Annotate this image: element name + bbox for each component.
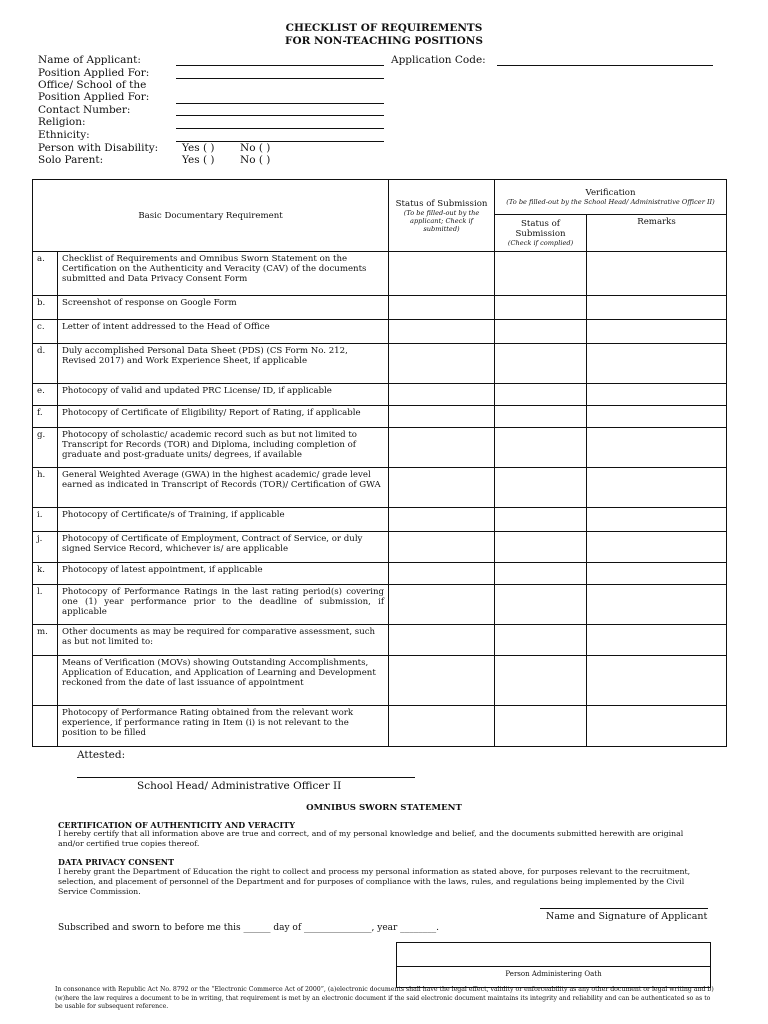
status-cell[interactable]	[389, 384, 495, 406]
row-mark: c.	[33, 320, 58, 344]
office-school-field[interactable]	[176, 103, 384, 104]
remarks-cell[interactable]	[587, 468, 727, 508]
table-row	[33, 532, 727, 563]
col-header-verification	[495, 180, 727, 215]
ver-status-cell[interactable]	[495, 428, 587, 468]
remarks-cell[interactable]	[587, 585, 727, 625]
status-cell[interactable]	[389, 656, 495, 706]
remarks-cell[interactable]	[587, 296, 727, 320]
attest-signatory-label: School Head/ Administrative Officer II	[137, 780, 342, 792]
remarks-cell[interactable]	[587, 384, 727, 406]
status-cell[interactable]	[389, 508, 495, 532]
table-row	[33, 706, 727, 747]
ver-status-cell[interactable]	[495, 296, 587, 320]
table-row	[33, 252, 727, 296]
applicant-signature-line[interactable]	[540, 908, 708, 909]
table-row	[33, 656, 727, 706]
oath-label: Person Administering Oath	[505, 970, 602, 978]
status-cell[interactable]	[389, 585, 495, 625]
sworn-statement-text: Subscribed and sworn to before me this ______ day of _______________, year ________.	[58, 923, 440, 933]
omnibus-title: OMNIBUS SWORN STATEMENT	[306, 803, 462, 813]
remarks-cell[interactable]	[587, 532, 727, 563]
col-header-status	[389, 180, 495, 252]
attest-signature-line[interactable]	[77, 777, 415, 778]
status-cell[interactable]	[389, 428, 495, 468]
col-header-remarks: Remarks	[587, 215, 727, 252]
row-requirement: Means of Verification (MOVs) showing Outstanding Accomplishments, Application of Education, and Application of Learning and Development reckoned from the date of last issuance of appointment	[58, 656, 389, 706]
solo-parent-yes-option[interactable]: Yes ( )	[182, 154, 215, 166]
application-code-field[interactable]	[497, 65, 713, 66]
ver-status-cell[interactable]	[495, 656, 587, 706]
position-applied-field[interactable]	[176, 78, 384, 79]
ver-status-cell[interactable]	[495, 563, 587, 585]
col-header-verification-note: (To be filled-out by the School Head/ Administrative Officer II)	[506, 198, 715, 206]
remarks-cell[interactable]	[587, 625, 727, 656]
applicant-signature-label: Name and Signature of Applicant	[546, 911, 708, 922]
row-requirement: Photocopy of Certificate of Eligibility/ Report of Rating, if applicable	[58, 406, 389, 428]
status-cell[interactable]	[389, 320, 495, 344]
ver-status-cell[interactable]	[495, 625, 587, 656]
row-requirement: General Weighted Average (GWA) in the highest academic/ grade level earned as indicated in Transcript of Records (TOR)/ Certification of GWA	[58, 468, 389, 508]
row-requirement: Photocopy of Certificate of Employment, Contract of Service, or duly signed Service Record, whichever is/ are applicable	[58, 532, 389, 563]
remarks-cell[interactable]	[587, 706, 727, 747]
name-of-applicant-label: Name of Applicant:	[38, 54, 141, 66]
office-school-label-1: Office/ School of the	[38, 79, 147, 91]
col-header-status-title: Status of Submission	[395, 198, 488, 209]
table-row	[33, 344, 727, 384]
status-cell[interactable]	[389, 296, 495, 320]
form-title-line-1: CHECKLIST OF REQUIREMENTS	[285, 22, 483, 34]
remarks-cell[interactable]	[587, 563, 727, 585]
table-row	[33, 320, 727, 344]
position-applied-label: Position Applied For:	[38, 67, 150, 79]
ver-status-cell[interactable]	[495, 406, 587, 428]
privacy-text: I hereby grant the Department of Education the right to collect and process my personal information as stated above, for purposes relevant to the recruitment, selection, and placement of personnel of the Department and for purposes of compliance with the laws, rules, and regulations being implemented by the Civil Service Commission.	[58, 867, 691, 896]
religion-label: Religion:	[38, 116, 86, 128]
status-cell[interactable]	[389, 706, 495, 747]
row-requirement: Other documents as may be required for comparative assessment, such as but not limited to:	[58, 625, 389, 656]
status-cell[interactable]	[389, 468, 495, 508]
contact-number-field[interactable]	[176, 115, 384, 116]
form-title-line-2: FOR NON-TEACHING POSITIONS	[285, 35, 483, 47]
ethnicity-label: Ethnicity:	[38, 129, 90, 141]
row-requirement: Photocopy of scholastic/ academic record such as but not limited to Transcript for Records (TOR) and Diploma, including completion of graduate and post-graduate units/ degrees, if available	[58, 428, 389, 468]
table-row	[33, 428, 727, 468]
row-requirement: Photocopy of Performance Rating obtained from the relevant work experience, if performance rating in Item (i) is not relevant to the position to be filled	[58, 706, 389, 747]
ver-status-cell[interactable]	[495, 508, 587, 532]
row-requirement: Photocopy of Performance Ratings in the last rating period(s) covering one (1) year performance prior to the deadline of submission, if applicable	[58, 585, 389, 625]
disability-no-option[interactable]: No ( )	[240, 142, 271, 154]
row-requirement: Duly accomplished Personal Data Sheet (PDS) (CS Form No. 212, Revised 2017) and Work Experience Sheet, if applicable	[58, 344, 389, 384]
row-mark: k.	[33, 563, 58, 585]
status-cell[interactable]	[389, 406, 495, 428]
table-row	[33, 468, 727, 508]
ver-status-cell[interactable]	[495, 344, 587, 384]
ver-status-cell[interactable]	[495, 532, 587, 563]
solo-parent-label: Solo Parent:	[38, 154, 104, 166]
table-row	[33, 625, 727, 656]
ver-status-cell[interactable]	[495, 706, 587, 747]
oath-signature-line	[397, 966, 710, 967]
row-mark: j.	[33, 532, 58, 563]
col-header-verification-title: Verification	[585, 188, 636, 198]
row-requirement: Letter of intent addressed to the Head of Office	[58, 320, 389, 344]
col-header-ver-status-title: Status of Submission	[515, 219, 566, 239]
office-school-label-2: Position Applied For:	[38, 91, 150, 103]
row-mark: d.	[33, 344, 58, 384]
application-code-label: Application Code:	[391, 54, 486, 66]
row-mark: a.	[33, 252, 58, 296]
row-requirement: Screenshot of response on Google Form	[58, 296, 389, 320]
status-cell[interactable]	[389, 563, 495, 585]
table-row	[33, 563, 727, 585]
disability-label: Person with Disability:	[38, 142, 159, 154]
disability-yes-option[interactable]: Yes ( )	[182, 142, 215, 154]
remarks-cell[interactable]	[587, 508, 727, 532]
col-header-status-note: (To be filled-out by the applicant; Check if submitted)	[403, 208, 480, 233]
solo-parent-no-option[interactable]: No ( )	[240, 154, 271, 166]
remarks-cell[interactable]	[587, 406, 727, 428]
status-cell[interactable]	[389, 532, 495, 563]
table-row	[33, 585, 727, 625]
privacy-heading: DATA PRIVACY CONSENT	[58, 857, 175, 867]
row-mark	[33, 656, 58, 706]
col-header-requirement: Basic Documentary Requirement	[33, 180, 389, 252]
remarks-cell[interactable]	[587, 252, 727, 296]
table-row	[33, 296, 727, 320]
row-mark	[33, 706, 58, 747]
status-cell[interactable]	[389, 625, 495, 656]
row-mark: h.	[33, 468, 58, 508]
remarks-cell[interactable]	[587, 656, 727, 706]
ver-status-cell[interactable]	[495, 468, 587, 508]
cav-heading: CERTIFICATION OF AUTHENTICITY AND VERACITY	[58, 820, 295, 830]
table-row	[33, 384, 727, 406]
cav-text: I hereby certify that all information above are true and correct, and of my personal knowledge and belief, and the documents submitted herewith are original and/or certified true copies thereof.	[58, 829, 684, 848]
row-requirement: Photocopy of valid and updated PRC License/ ID, if applicable	[58, 384, 389, 406]
table-row	[33, 508, 727, 532]
contact-number-label: Contact Number:	[38, 104, 131, 116]
remarks-cell[interactable]	[587, 344, 727, 384]
row-requirement: Checklist of Requirements and Omnibus Sworn Statement on the Certification on the Authenticity and Veracity (CAV) of the documents submitted and Data Privacy Consent Form	[58, 252, 389, 296]
status-cell[interactable]	[389, 252, 495, 296]
col-header-ver-status-note: (Check if complied)	[507, 239, 574, 247]
row-mark: f.	[33, 406, 58, 428]
ver-status-cell[interactable]	[495, 252, 587, 296]
remarks-cell[interactable]	[587, 320, 727, 344]
table-row	[33, 406, 727, 428]
row-mark: g.	[33, 428, 58, 468]
name-of-applicant-field[interactable]	[176, 65, 384, 66]
oath-box[interactable]	[396, 942, 711, 988]
row-mark: m.	[33, 625, 58, 656]
footnote-text: In consonance with Republic Act No. 8792 or the “Electronic Commerce Act of 2000”, (a)electronic documents shall have the legal effect, validity or enforceability as any other document or legal writing and b) (w)here the law requires a document to be in writing, that requirement is met by an electronic document if the said electronic document maintains its integrity and reliability and can be authenticated so as to be usable for subsequent reference.	[55, 986, 714, 1011]
ver-status-cell[interactable]	[495, 585, 587, 625]
row-mark: i.	[33, 508, 58, 532]
ver-status-cell[interactable]	[495, 384, 587, 406]
religion-field[interactable]	[176, 128, 384, 129]
row-mark: l.	[33, 585, 58, 625]
attested-label: Attested:	[77, 749, 126, 761]
row-requirement: Photocopy of Certificate/s of Training, if applicable	[58, 508, 389, 532]
row-mark: e.	[33, 384, 58, 406]
ver-status-cell[interactable]	[495, 320, 587, 344]
row-requirement: Photocopy of latest appointment, if applicable	[58, 563, 389, 585]
status-cell[interactable]	[389, 344, 495, 384]
col-header-ver-status	[495, 215, 587, 252]
row-mark: b.	[33, 296, 58, 320]
requirements-table	[32, 179, 727, 747]
remarks-cell[interactable]	[587, 428, 727, 468]
